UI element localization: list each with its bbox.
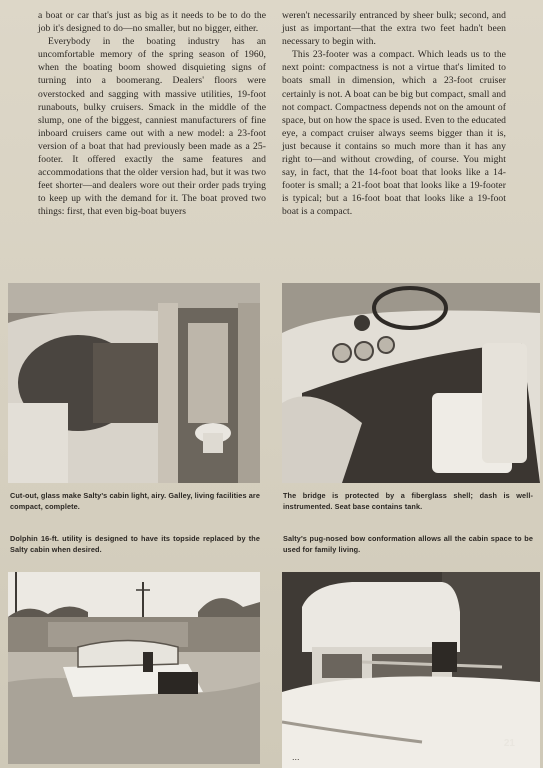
svg-text:...: ... <box>292 752 300 762</box>
caption-cabin: Cut-out, glass make Salty's cabin light, airy. Galley, living facilities are compact, complete. <box>10 491 260 511</box>
photo-dolphin-utility <box>8 572 260 764</box>
photo-cabin-interior <box>8 283 260 483</box>
page-number: 21 <box>503 738 515 749</box>
caption-bow: Salty's pug-nosed bow conformation allows all the cabin space to be used for family living. <box>283 534 533 554</box>
paragraph: a boat or car that's just as big as it needs to be to do the job it's designed to do—no smaller, but no bigger, either. <box>38 10 266 35</box>
caption-bridge: The bridge is protected by a fiberglass shell; dash is well-instrumented. Seat base contains tank. <box>283 491 533 511</box>
paragraph: weren't necessarily entranced by sheer bulk; second, and just as important—that the extra two feet hadn't been necessary to begin with. <box>282 10 506 48</box>
photo-bridge <box>282 283 540 483</box>
caption-dolphin: Dolphin 16-ft. utility is designed to have its topside replaced by the Salty cabin when desired. <box>10 534 260 554</box>
paragraph: Everybody in the boating industry has an uncomfortable memory of the spring season of 1960, when the boating boom showed disquieting signs of turning into a boomerang. Dealers' floors were overstocked and sagging with massive utilities, 19-foot runabouts, bulky cruisers. Smack in the middle of the slump, one of the biggest, canniest manufacturers of fine inboard cruisers came out with a new model: a 23-foot version of a boat that had previously been made as a 25-footer. It offered exactly the same features and accommodations that the older version had, but it was two feet shorter—and dealers wore out their order pads trying to keep up with the demand for it. The boat proved two things: first, that even big-boat buyers <box>38 36 266 218</box>
photo-salty-bow <box>282 572 540 768</box>
article-column-right <box>282 9 506 219</box>
paragraph: This 23-footer was a compact. Which leads us to the next point: compactness is not a virtue that's limited to boats small in dimension, which a 23-foot cruiser certainly is not. A boat can be big but compact, small and not compact. Compactness depends not on the amount of space, but on how the space is used. Even to the educated eye, a compact cruiser always seems bigger than it is, just because it contains so much more than it has any right to—and without crowding, of course. You might say, in fact, that the 14-foot boat that looks like a 14-footer is small; a 21-foot boat that looks like a 19-footer is typical; but a 16-foot boat that looks like a 19-foot boat is a compact. <box>282 49 506 218</box>
article-column-left <box>38 9 266 219</box>
